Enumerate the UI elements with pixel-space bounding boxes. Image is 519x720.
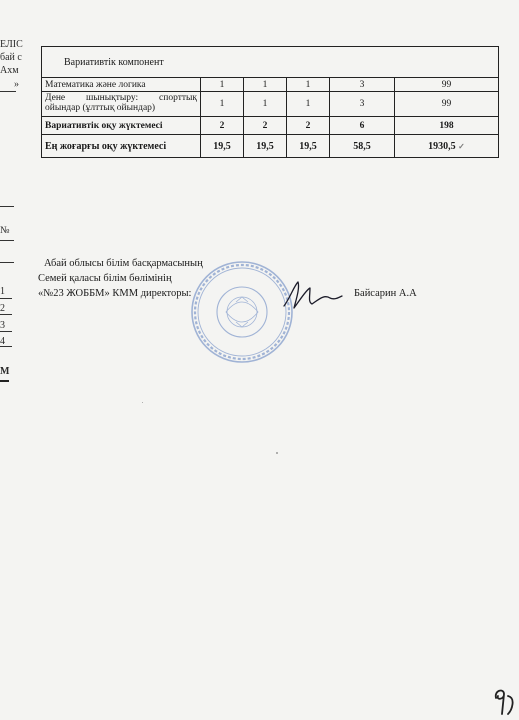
bleed-fragment-7: 2 bbox=[0, 303, 5, 314]
signature-block bbox=[38, 256, 258, 301]
cell-value: 19,5 bbox=[201, 135, 244, 158]
bleed-fragment-3: Ахм bbox=[0, 65, 19, 76]
check-mark-icon: ✓ bbox=[458, 141, 465, 151]
bleed-fragment-2: бай с bbox=[0, 52, 22, 63]
bleed-fragment-5: № bbox=[0, 225, 10, 236]
row-name: Дене шынықтыру: спорттық ойындар (ұлттық ойындар) bbox=[42, 92, 201, 117]
cell-value: 1 bbox=[287, 78, 330, 92]
handwritten-page-number-icon bbox=[490, 686, 518, 718]
variative-component-table bbox=[41, 46, 499, 158]
handwritten-signature-icon bbox=[280, 278, 344, 312]
cell-value bbox=[395, 135, 499, 158]
cell-value: 58,5 bbox=[330, 135, 395, 158]
cell-value: 1 bbox=[201, 92, 244, 117]
cell-value: 3 bbox=[330, 92, 395, 117]
cell-value: 2 bbox=[201, 117, 244, 135]
org-line-2: Семей қаласы білім бөлімінің bbox=[38, 273, 172, 284]
row-name: Вариативтік оқу жүктемесі bbox=[42, 117, 201, 135]
row-name: Ең жоғарғы оқу жүктемесі bbox=[42, 135, 201, 158]
bleed-line bbox=[0, 298, 12, 299]
cell-value: 2 bbox=[244, 117, 287, 135]
director-name: Байсарин А.А bbox=[354, 288, 417, 299]
section-title: Вариативтік компонент bbox=[42, 47, 499, 78]
table-row bbox=[42, 92, 499, 117]
bleed-fragment-8: 3 bbox=[0, 320, 5, 331]
cell-value: 99 bbox=[395, 92, 499, 117]
cell-value: 198 bbox=[395, 117, 499, 135]
cell-value: 99 bbox=[395, 78, 499, 92]
bleed-fragment-10: М bbox=[0, 366, 10, 377]
cell-value: 3 bbox=[330, 78, 395, 92]
bleed-line bbox=[0, 206, 14, 207]
table-section-header bbox=[42, 47, 499, 78]
cell-value: 19,5 bbox=[287, 135, 330, 158]
cell-value: 1 bbox=[244, 92, 287, 117]
bleed-fragment-6: 1 bbox=[0, 286, 5, 297]
org-line-1: Абай облысы білім басқармасының bbox=[44, 258, 203, 269]
bleed-line bbox=[0, 91, 16, 92]
paper-speck bbox=[276, 452, 278, 454]
bleed-line bbox=[0, 331, 12, 332]
bleed-line bbox=[0, 380, 9, 382]
bleed-fragment-1: ЕЛІС bbox=[0, 39, 23, 50]
bleed-line bbox=[0, 240, 14, 241]
cell-value: 1 bbox=[287, 92, 330, 117]
bleed-line bbox=[0, 346, 12, 347]
table-row bbox=[42, 117, 499, 135]
cell-value: 2 bbox=[287, 117, 330, 135]
bleed-fragment-4: » bbox=[14, 79, 19, 90]
director-title: «№23 ЖОББМ» КММ директоры: bbox=[38, 288, 192, 299]
cell-value: 6 bbox=[330, 117, 395, 135]
row-name: Математика және логика bbox=[42, 78, 201, 92]
paper-speck bbox=[142, 402, 143, 403]
table-row bbox=[42, 78, 499, 92]
cell-value: 1 bbox=[201, 78, 244, 92]
cell-value: 1 bbox=[244, 78, 287, 92]
total-value: 1930,5 bbox=[428, 140, 456, 152]
bleed-line bbox=[0, 314, 12, 315]
bleed-line bbox=[0, 262, 14, 263]
bleed-fragment-9: 4 bbox=[0, 336, 5, 347]
table-row bbox=[42, 135, 499, 158]
cell-value: 19,5 bbox=[244, 135, 287, 158]
